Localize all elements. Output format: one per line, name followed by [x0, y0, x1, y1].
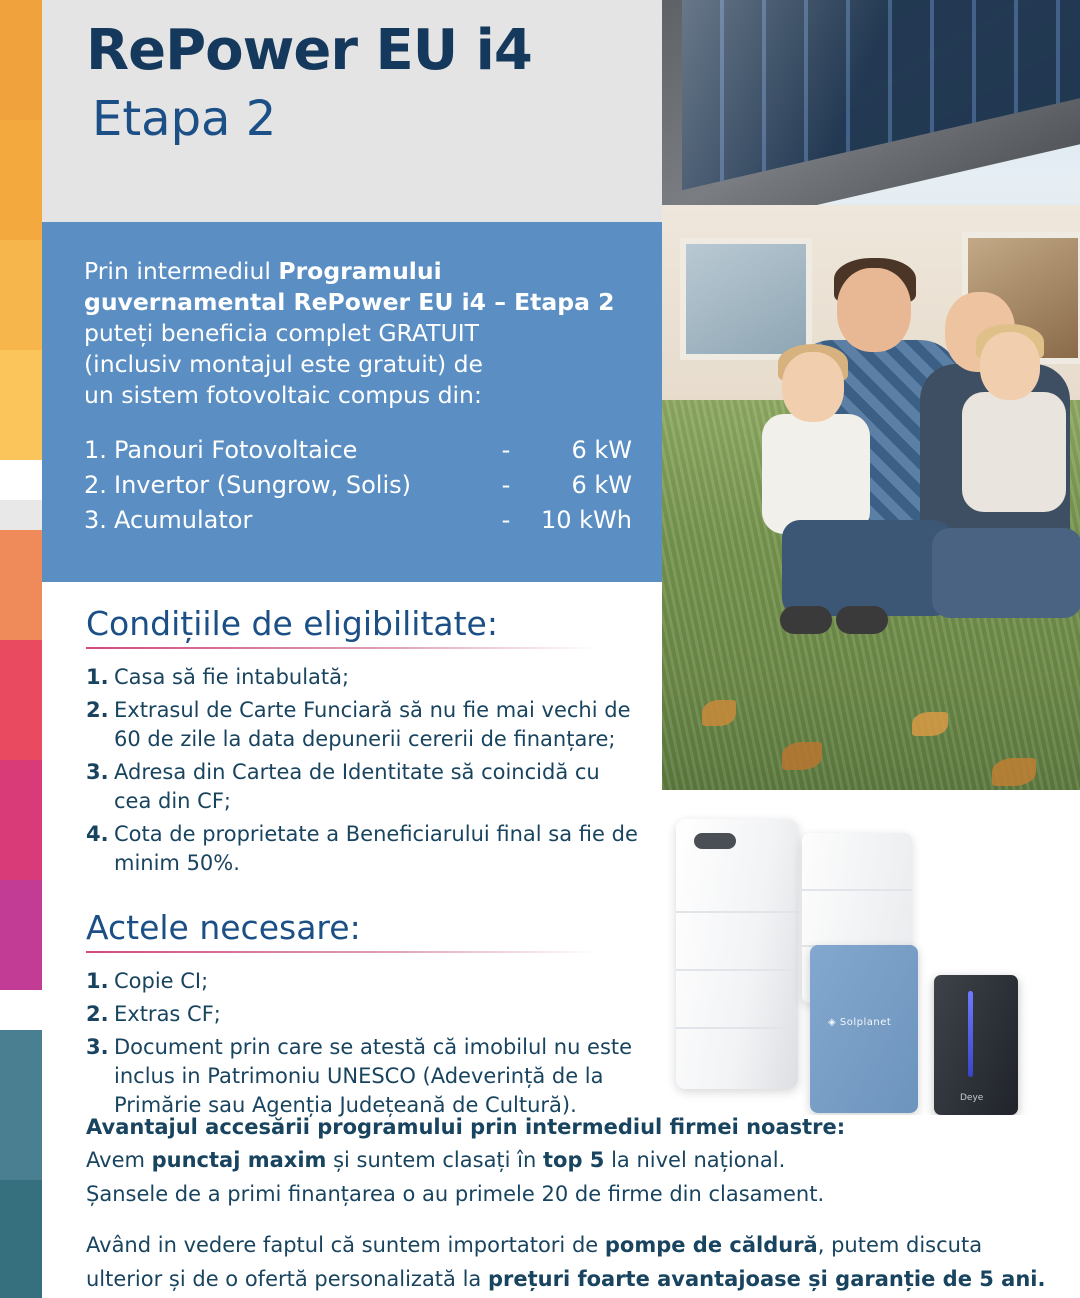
system-row-dash: -: [501, 505, 511, 534]
photo-child-left-head: [782, 352, 844, 422]
inverter-dark-unit: [934, 975, 1018, 1115]
inverter-led-stripe: [968, 991, 973, 1077]
system-row-value: 6 kW: [571, 470, 632, 499]
strip-seg-13: [0, 1180, 42, 1298]
strip-seg-9: [0, 760, 42, 880]
photo-leaf: [912, 712, 948, 736]
intro-line2-b: guvernamental RePower EU i4 – Etapa 2: [84, 288, 615, 317]
heading-rule: [86, 951, 596, 953]
battery-seam: [802, 889, 912, 891]
system-component-list: [84, 433, 632, 537]
strip-seg-8: [0, 640, 42, 760]
list-item-number: 2.: [86, 1001, 109, 1026]
adv-4b: prețuri foarte avantajoase și garanție de 5 ani.: [487, 1266, 1046, 1291]
paragraph-gap: [86, 1212, 1046, 1230]
list-item-text: Extras CF;: [114, 1001, 221, 1026]
page-subtitle: Etapa 2: [92, 90, 277, 147]
list-item: [86, 663, 642, 692]
system-row-label: Invertor (Sungrow, Solis): [114, 470, 411, 499]
list-item-number: 4.: [86, 821, 109, 846]
advantages-line-2: Șansele de a primi finanțarea o au primele 20 de firme din clasament.: [86, 1181, 825, 1206]
photo-shoe-left: [780, 606, 832, 634]
inverter-blue-unit: [810, 945, 918, 1113]
advantages-line-4: [86, 1264, 1046, 1294]
strip-seg-11: [0, 990, 42, 1030]
list-item-text: Extrasul de Carte Funciară să nu fie mai vechi de 60 de zile la data depunerii cererii de finanțare;: [114, 697, 631, 751]
list-item: [86, 758, 642, 816]
system-row-value: 6 kW: [571, 436, 632, 465]
strip-seg-1: [0, 0, 42, 120]
strip-seg-10: [0, 880, 42, 990]
adv-1e: la nivel național.: [604, 1148, 786, 1173]
list-item-text: Copie CI;: [114, 968, 209, 993]
system-row-dash: -: [501, 470, 511, 499]
system-row: [84, 433, 632, 468]
list-item-number: 3.: [86, 1034, 109, 1059]
system-row-number: 1.: [84, 436, 107, 465]
photo-leaf: [702, 700, 736, 726]
list-item: [86, 967, 642, 996]
section-spacer: [86, 882, 642, 908]
main-content: [42, 582, 662, 1124]
intro-line5: un sistem fotovoltaic compus din:: [84, 381, 482, 410]
photo-leaf: [782, 742, 822, 770]
left-color-strip: [0, 0, 42, 1298]
list-item-number: 1.: [86, 665, 109, 689]
battery-seam: [676, 969, 798, 971]
list-item-number: 1.: [86, 968, 109, 993]
strip-seg-6: [0, 500, 42, 530]
adv-1c: și suntem clasați în: [326, 1148, 543, 1173]
list-item: [86, 1000, 642, 1029]
inverter-dark-brand-mark: Deye: [960, 1093, 984, 1103]
documents-heading: Actele necesare:: [86, 907, 361, 947]
adv-1d: top 5: [543, 1148, 605, 1173]
advantages-line-1: [86, 1145, 1046, 1175]
battery-tall-unit: [676, 819, 798, 1089]
photo-shoe-right: [836, 606, 888, 634]
photo-child-left-torso: [762, 414, 870, 534]
list-item: [86, 1033, 642, 1120]
system-row: [84, 468, 632, 503]
battery-seam: [676, 911, 798, 913]
system-row-dash: -: [501, 436, 511, 465]
list-item-text: Cota de proprietate a Beneficiarului final sa fie de minim 50%.: [114, 821, 638, 875]
system-row-number: 3.: [84, 505, 107, 534]
photo-child-right-torso: [962, 392, 1066, 512]
page-title: RePower EU i4: [86, 18, 532, 83]
heading-rule: [86, 647, 596, 649]
hero-photo-family-house: [662, 0, 1080, 790]
strip-seg-4: [0, 350, 42, 460]
adv-1a: Avem: [86, 1148, 152, 1173]
intro-blue-box: [42, 222, 662, 582]
photo-window-left: [680, 238, 812, 360]
adv-3a: Având in vedere faptul că suntem importatori de: [86, 1233, 605, 1258]
battery-top-cap: [694, 833, 736, 849]
photo-leaf: [992, 758, 1036, 786]
inverter-brand-mark: ◈ Solplanet: [828, 1017, 892, 1028]
advantages-heading: [86, 1112, 1046, 1142]
photo-child-right-head: [980, 332, 1040, 400]
adv-3c: , putem discuta: [817, 1233, 983, 1258]
adv-4a: ulterior și de o ofertă personalizată la: [86, 1266, 488, 1291]
photo-father-legs: [782, 520, 952, 616]
battery-seam: [676, 1027, 798, 1029]
list-item: [86, 696, 642, 754]
intro-paragraph: [84, 256, 632, 411]
advantages-line-3: [86, 1230, 1046, 1260]
list-item-number: 2.: [86, 697, 109, 722]
system-row-value: 10 kWh: [540, 505, 632, 534]
list-item-text: Document prin care se atestă că imobilul nu este inclus in Patrimoniu UNESCO (Adeverință de la Primărie sau Agenția Județeană de Cultură).: [114, 1034, 633, 1117]
strip-seg-3: [0, 240, 42, 350]
adv-3b: pompe de căldură: [604, 1233, 818, 1258]
list-item-text: Adresa din Cartea de Identitate să coincidă cu cea din CF;: [114, 759, 600, 813]
advantages-heading-text: Avantajul accesării programului prin intermediul firmei noastre:: [86, 1115, 846, 1139]
strip-seg-12: [0, 1030, 42, 1180]
eligibility-heading: Condițiile de eligibilitate:: [86, 604, 498, 643]
adv-1b: punctaj maxim: [151, 1148, 327, 1173]
intro-line4: (inclusiv montajul este gratuit) de: [84, 350, 483, 379]
list-item: [86, 820, 642, 878]
photo-father-head: [837, 268, 911, 352]
strip-seg-7: [0, 530, 42, 640]
intro-line1-a: Prin intermediul: [84, 257, 279, 285]
advantages-block: [86, 1112, 1046, 1297]
strip-seg-2: [0, 120, 42, 240]
intro-line1-b: Programului: [278, 257, 442, 285]
system-row: [84, 503, 632, 538]
system-row-label: Panouri Fotovoltaice: [114, 436, 358, 465]
header-band: [42, 0, 662, 222]
list-item-number: 3.: [86, 759, 109, 784]
eligibility-list: [86, 663, 642, 878]
product-photo-batteries: [662, 795, 1080, 1115]
strip-seg-5: [0, 460, 42, 500]
intro-line3: puteți beneficia complet GRATUIT: [84, 319, 480, 348]
documents-list: [86, 967, 642, 1120]
system-row-number: 2.: [84, 470, 107, 499]
system-row-label: Acumulator: [114, 505, 253, 534]
photo-mother-legs: [932, 528, 1080, 618]
list-item-text: Casa să fie intabulată;: [114, 665, 350, 689]
